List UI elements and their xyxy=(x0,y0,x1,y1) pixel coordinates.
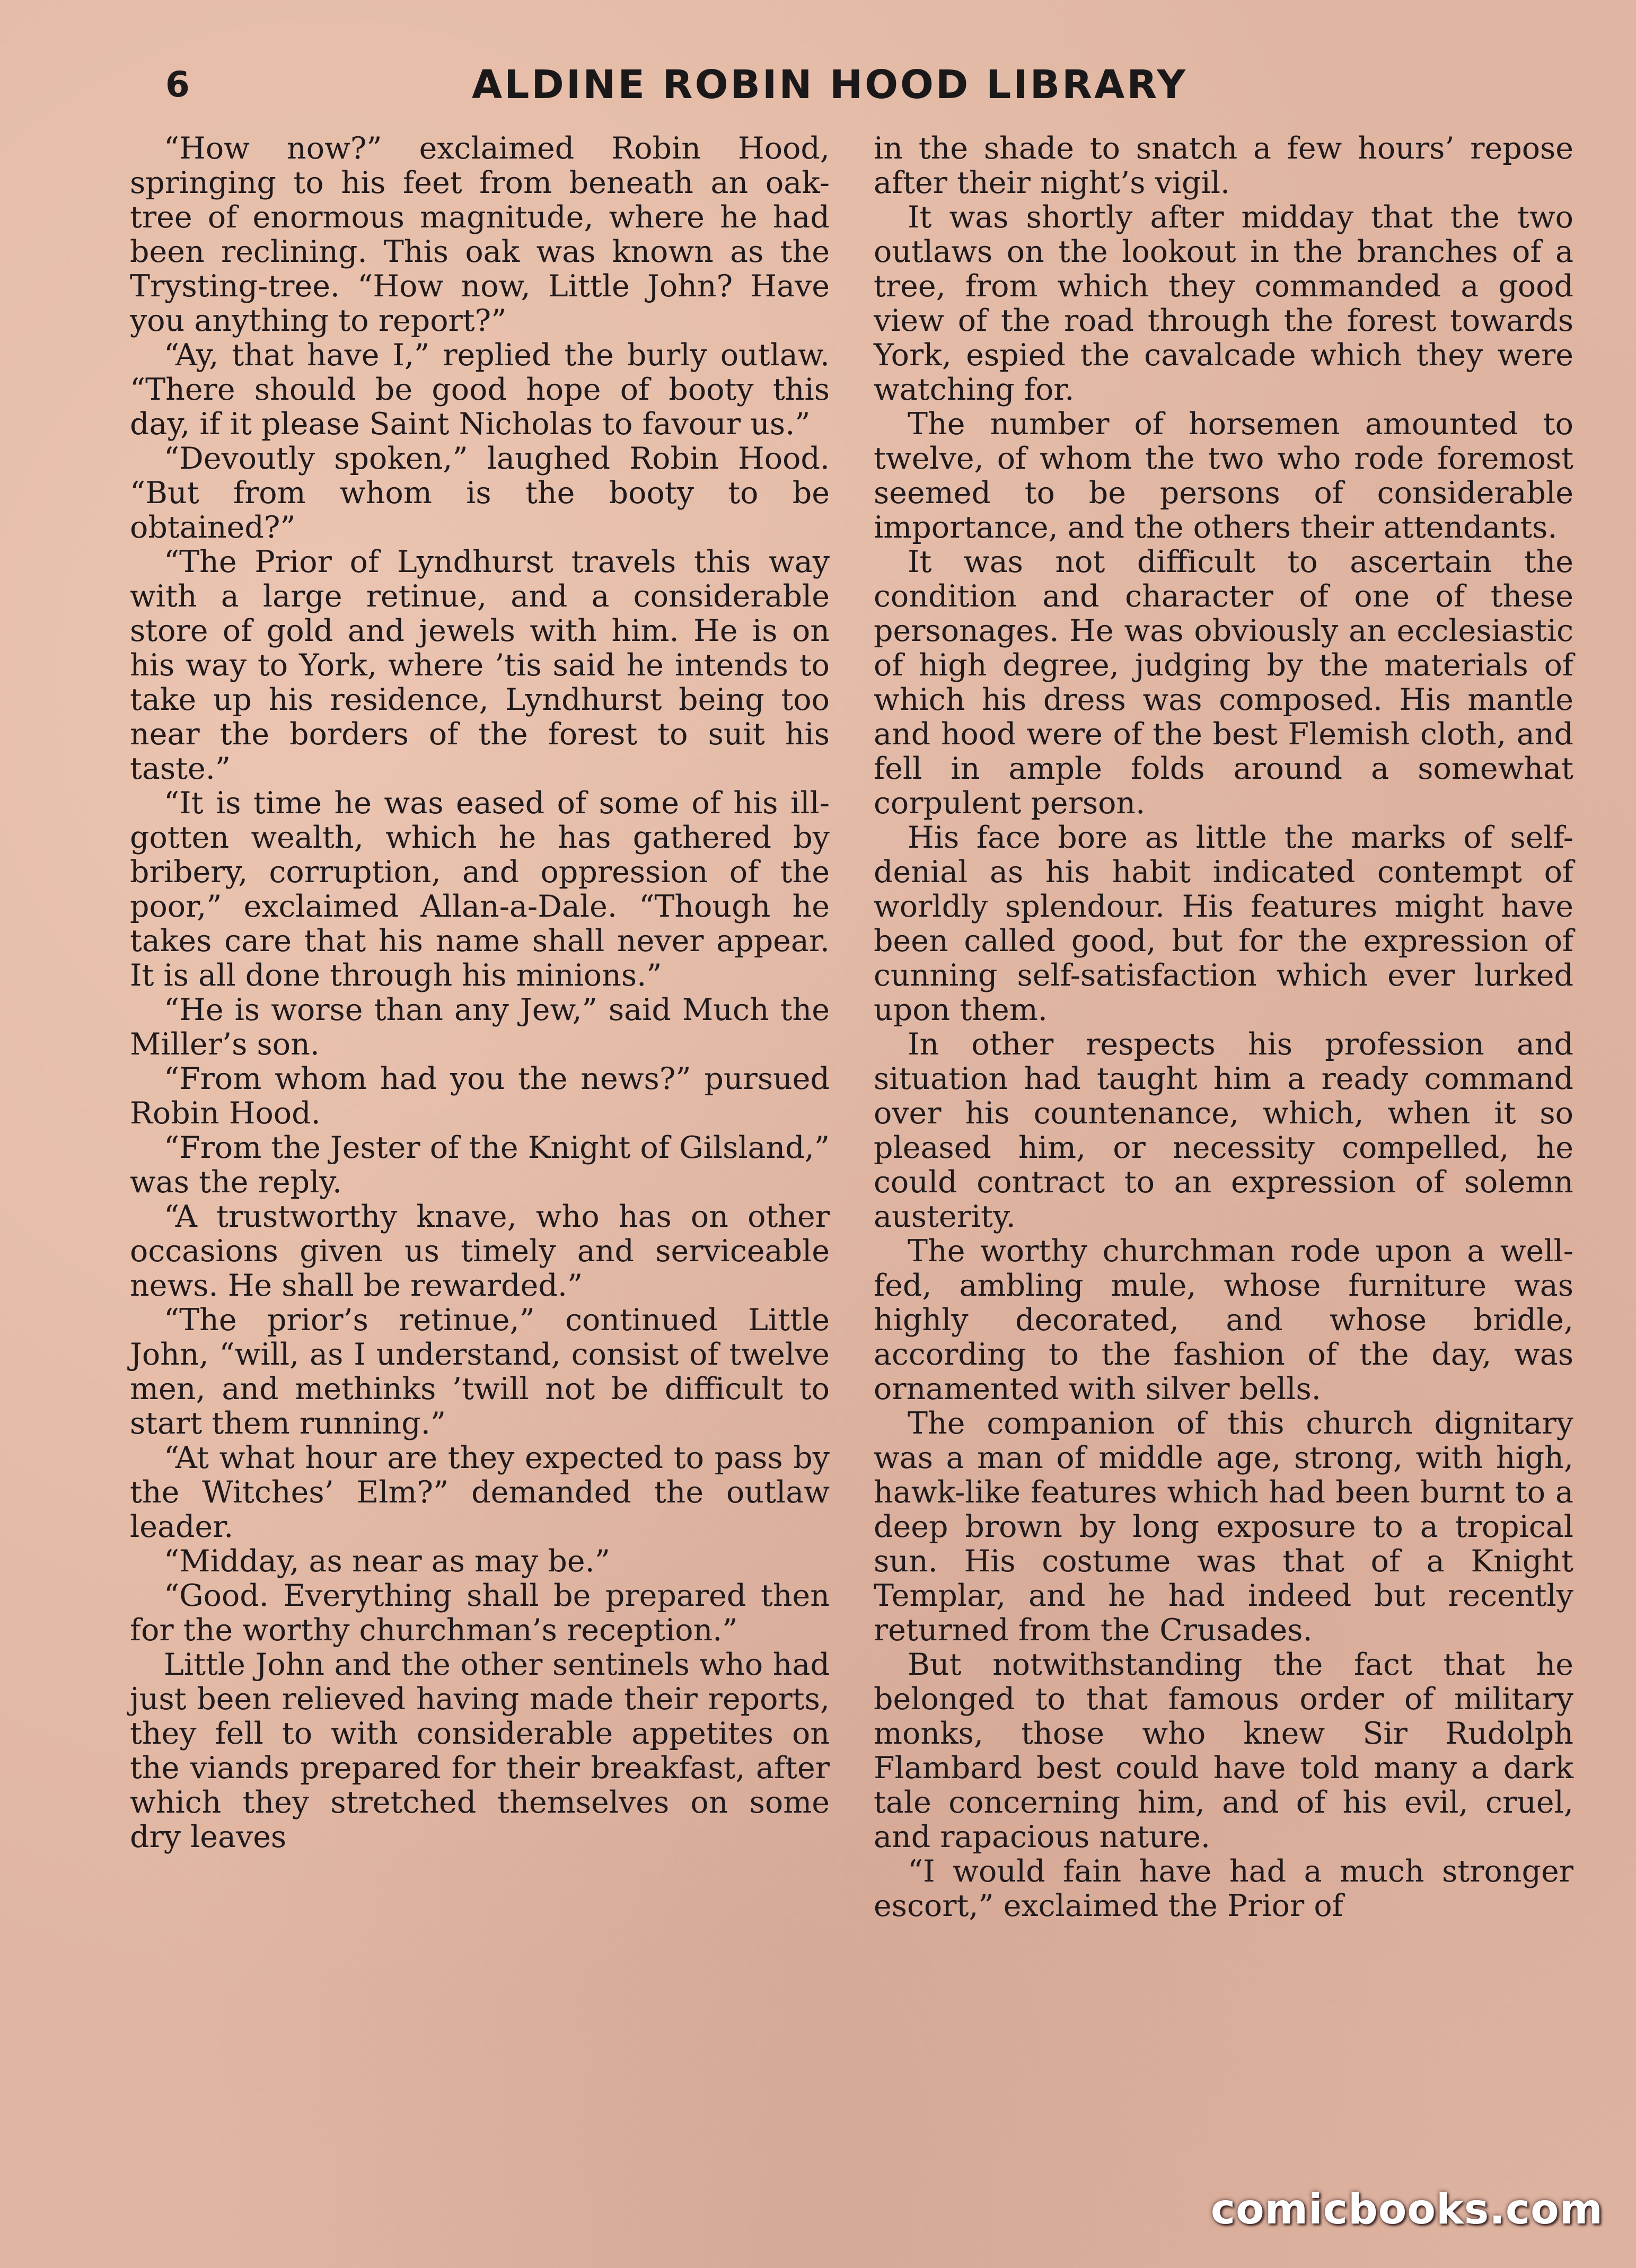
paragraph-continued: in the shade to snatch a few hours’ repose after their night’s vigil. xyxy=(874,131,1573,200)
paragraph: “A trustworthy knave, who has on other occasions given us timely and serviceable news. He shall be rewarded.” xyxy=(130,1199,830,1303)
running-title: ALDINE ROBIN HOOD LIBRARY xyxy=(472,62,1188,108)
paragraph: Little John and the other sentinels who had just been relieved having made their reports, they fell to with considerable appetites on the viands prepared for their breakfast, after which they stretched themselves on some dry leaves xyxy=(130,1647,830,1854)
paragraph: “It is time he was eased of some of his ill-gotten wealth, which he has gathered by bribery, corruption, and oppression of the poor,” exclaimed Allan-a-Dale. “Though he takes care that his name shall never appear. It is all done through his minions.” xyxy=(130,786,830,993)
paragraph: “Devoutly spoken,” laughed Robin Hood. “But from whom is the booty to be obtained?” xyxy=(130,441,830,545)
paragraph: It was shortly after midday that the two outlaws on the lookout in the branches of a tree, from which they commanded a good view of the road through the forest towards York, espied the cavalcade which they were watching for. xyxy=(874,200,1573,407)
paragraph: In other respects his profession and situation had taught him a ready command over his countenance, which, when it so pleased him, or necessity compelled, he could contract to an expression of solemn austerity. xyxy=(874,1027,1573,1234)
page-number: 6 xyxy=(165,64,190,105)
paragraph: “At what hour are they expected to pass by the Witches’ Elm?” demanded the outlaw leader. xyxy=(130,1440,830,1544)
left-column xyxy=(130,131,830,1854)
paragraph: The number of horsemen amounted to twelve, of whom the two who rode foremost seemed to be persons of considerable importance, and the others their attendants. xyxy=(874,407,1573,545)
paragraph: “Ay, that have I,” replied the burly outlaw. “There should be good hope of booty this day, if it please Saint Nicholas to favour us.” xyxy=(130,338,830,442)
paragraph: It was not difficult to ascertain the condition and character of one of these personages. He was obviously an ecclesiastic of high degree, judging by the materials of which his dress was composed. His mantle and hood were of the best Flemish cloth, and fell in ample folds around a somewhat corpulent person. xyxy=(874,544,1573,821)
paragraph: “How now?” exclaimed Robin Hood, springing to his feet from beneath an oak-tree of enormous magnitude, where he had been reclining. This oak was known as the Trysting-tree. “How now, Little John? Have you anything to report?” xyxy=(130,131,830,338)
paragraph: “The prior’s retinue,” continued Little John, “will, as I understand, consist of twelve men, and methinks ’twill not be difficult to start them running.” xyxy=(130,1303,830,1441)
paragraph: “From whom had you the news?” pursued Robin Hood. xyxy=(130,1061,830,1131)
paragraph: The worthy churchman rode upon a well-fed, ambling mule, whose furniture was highly decorated, and whose bridle, according to the fashion of the day, was ornamented with silver bells. xyxy=(874,1234,1573,1406)
paragraph: But notwithstanding the fact that he belonged to that famous order of military monks, those who knew Sir Rudolph Flambard best could have told many a dark tale concerning him, and of his evil, cruel, and rapacious nature. xyxy=(874,1647,1573,1854)
paragraph: “Midday, as near as may be.” xyxy=(164,1544,610,1579)
paragraph: “Good. Everything shall be prepared then for the worthy churchman’s reception.” xyxy=(130,1578,830,1648)
paragraph: The companion of this church dignitary was a man of middle age, strong, with high, hawk-like features which had been burnt to a deep brown by long exposure to a tropical sun. His costume was that of a Knight Templar, and he had indeed but recently returned from the Crusades. xyxy=(874,1406,1573,1648)
paragraph: “I would fain have had a much stronger escort,” exclaimed the Prior of xyxy=(874,1854,1573,1923)
right-column xyxy=(874,131,1573,1923)
page-header xyxy=(0,58,1636,117)
paragraph: “The Prior of Lyndhurst travels this way with a large retinue, and a considerable store of gold and jewels with him. He is on his way to York, where ’tis said he intends to take up his residence, Lyndhurst being too near the borders of the forest to suit his taste.” xyxy=(130,544,830,786)
paragraph: His face bore as little the marks of self-denial as his habit indicated contempt of worldly splendour. His features might have been called good, but for the expression of cunning self-satisfaction which ever lurked upon them. xyxy=(874,820,1573,1027)
paragraph: “He is worse than any Jew,” said Much the Miller’s son. xyxy=(130,992,830,1062)
site-watermark: comicbooks.com xyxy=(1210,2186,1603,2234)
paragraph: “From the Jester of the Knight of Gilsland,” was the reply. xyxy=(130,1130,830,1200)
